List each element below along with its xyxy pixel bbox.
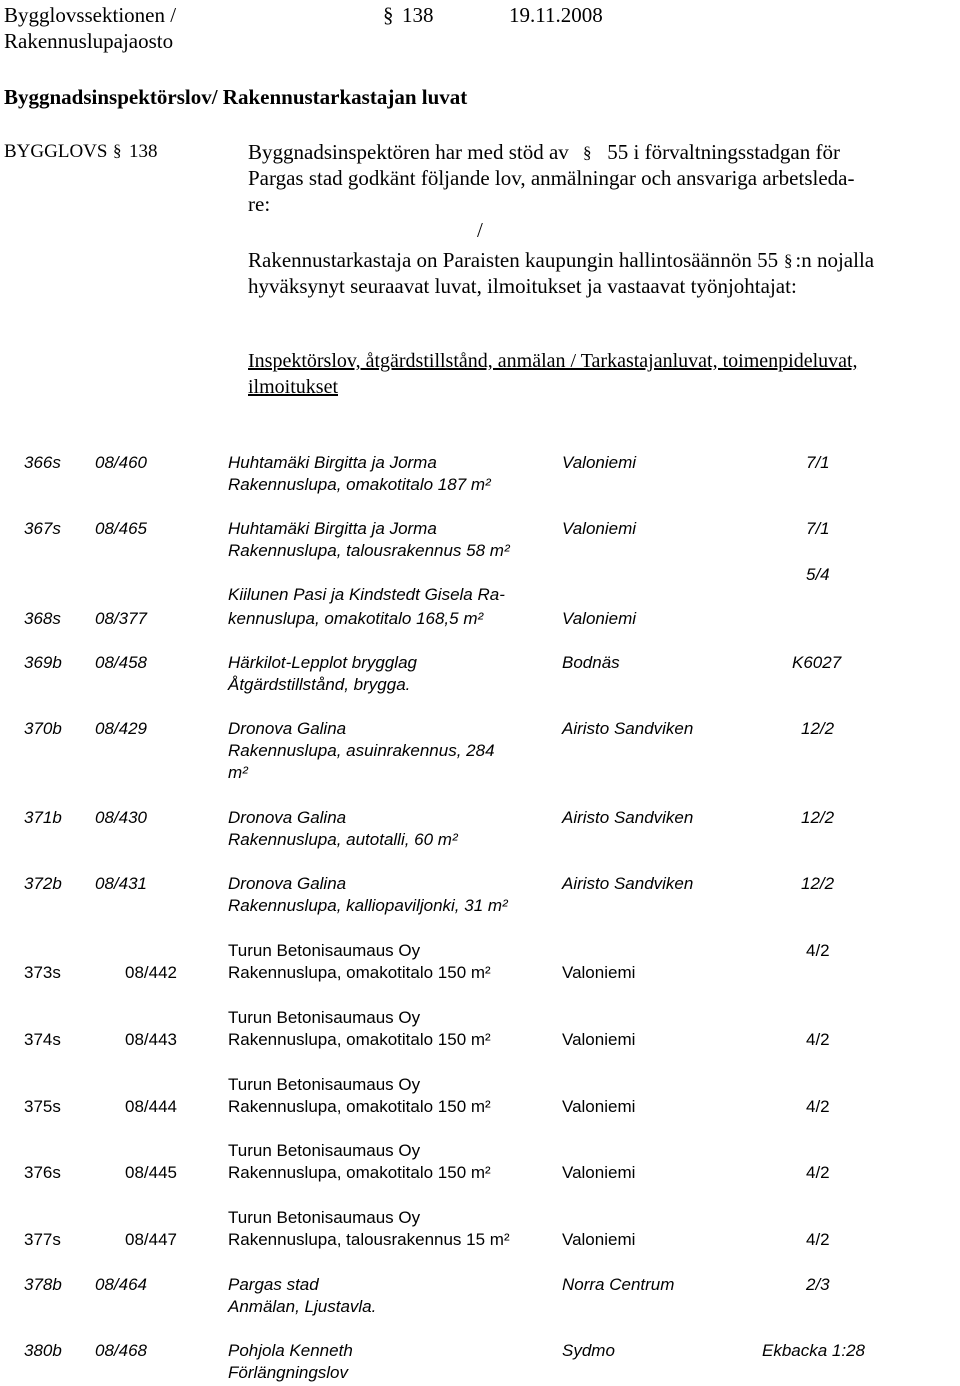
permit-description: Rakennuslupa, kalliopaviljonki, 31 m²: [228, 896, 508, 915]
permit-plot: 7/1: [806, 519, 830, 538]
permit-area: Airisto Sandviken: [562, 719, 694, 738]
permit-ref: 08/431: [95, 874, 147, 893]
applicant: Kiilunen Pasi ja Kindstedt Gisela Ra-: [228, 585, 505, 604]
applicant: Dronova Galina: [228, 719, 347, 738]
intro-sv-line1-a: Byggnadsinspektören har med stöd av: [248, 140, 569, 164]
applicant: Turun Betonisaumaus Oy: [228, 1208, 421, 1227]
permit-ref: 08/377: [95, 609, 147, 628]
permit-plot: Ekbacka 1:28: [762, 1341, 866, 1360]
permit-number: 370b: [24, 719, 62, 738]
paragraph-number: 138: [402, 3, 434, 27]
intro-sv-line2: Pargas stad godkänt följande lov, anmälningar och ansvariga arbetsleda-: [248, 166, 855, 190]
intro-fi-line1-a: Rakennustarkastaja on Paraisten kaupungin hallintosäännön 55: [248, 248, 779, 272]
permit-ref: 08/429: [95, 719, 147, 738]
org-name-line1: Bygglovssektionen /: [4, 3, 177, 27]
permit-number: 373s: [24, 963, 61, 982]
permit-area: Norra Centrum: [562, 1275, 675, 1294]
meeting-date: 19.11.2008: [509, 3, 603, 27]
applicant: Turun Betonisaumaus Oy: [228, 1141, 421, 1160]
page-heading: Byggnadsinspektörslov/ Rakennustarkastajan luvat: [4, 85, 468, 109]
permit-number: 377s: [24, 1230, 61, 1249]
permit-number: 378b: [24, 1275, 62, 1294]
permits-subheading-line2: ilmoitukset: [248, 376, 338, 398]
svg-text:§: §: [784, 251, 793, 269]
permit-plot: 12/2: [801, 719, 835, 738]
permit-description: Rakennuslupa, talousrakennus 58 m²: [228, 541, 510, 560]
applicant: Turun Betonisaumaus Oy: [228, 1075, 421, 1094]
permit-plot: 7/1: [806, 453, 830, 472]
permit-area: Airisto Sandviken: [562, 874, 694, 893]
applicant: Dronova Galina: [228, 808, 347, 827]
permit-description: Rakennuslupa, talousrakennus 15 m²: [228, 1230, 510, 1249]
permit-plot: 5/4: [806, 565, 830, 584]
permit-ref: 08/460: [95, 453, 147, 472]
permit-number: 374s: [24, 1030, 61, 1049]
permit-plot: 4/2: [806, 941, 830, 960]
intro-sv-line3: re:: [248, 192, 271, 216]
section-icon: [783, 251, 795, 269]
permit-area: Valoniemi: [562, 1163, 636, 1182]
permit-description: Rakennuslupa, omakotitalo 150 m²: [228, 1097, 491, 1116]
language-separator: /: [477, 218, 483, 242]
permit-description: Rakennuslupa, omakotitalo 150 m²: [228, 1163, 491, 1182]
section-icon: [112, 141, 124, 159]
section-symbol: §: [383, 3, 394, 27]
permit-area: Bodnäs: [562, 653, 620, 672]
applicant: Härkilot-Lepplot brygglag: [228, 653, 417, 672]
permit-number: 376s: [24, 1163, 61, 1182]
permit-plot: 12/2: [801, 874, 835, 893]
applicant: Pargas stad: [228, 1275, 319, 1294]
permit-ref: 08/442: [125, 963, 177, 982]
permit-description: Åtgärdstillstånd, brygga.: [228, 675, 411, 694]
permit-description: Rakennuslupa, omakotitalo 150 m²: [228, 1030, 491, 1049]
applicant: Huhtamäki Birgitta ja Jorma: [228, 453, 437, 472]
svg-text:§: §: [583, 143, 592, 161]
intro-fi-line1-b: :n nojalla: [795, 248, 875, 272]
permit-ref: 08/445: [125, 1163, 177, 1182]
permit-description-cont: m²: [228, 763, 248, 782]
permit-area: Valoniemi: [562, 1030, 636, 1049]
intro-sv-line1: [248, 139, 840, 165]
permit-plot: 4/2: [806, 1097, 830, 1116]
svg-text:§: §: [113, 141, 122, 159]
permit-plot: 4/2: [806, 1030, 830, 1049]
permit-area: Valoniemi: [562, 963, 636, 982]
org-name-line2: Rakennuslupajaosto: [4, 29, 174, 53]
section-icon: [582, 143, 594, 161]
permit-area: Valoniemi: [562, 609, 637, 628]
applicant: Pohjola Kenneth: [228, 1341, 353, 1360]
permit-number: 366s: [24, 453, 61, 472]
permit-number: 369b: [24, 653, 62, 672]
permit-area: Valoniemi: [562, 519, 637, 538]
case-reference: [4, 139, 157, 165]
permit-number: 380b: [24, 1341, 62, 1360]
permit-description: Förlängningslov: [228, 1363, 349, 1382]
permit-description: Rakennuslupa, autotalli, 60 m²: [228, 830, 458, 849]
applicant: Turun Betonisaumaus Oy: [228, 1008, 421, 1027]
intro-fi-line2: hyväksynyt seuraavat luvat, ilmoitukset ja vastaavat työnjohtajat:: [248, 274, 797, 298]
permit-ref: 08/447: [125, 1230, 177, 1249]
permit-number: 368s: [24, 609, 61, 628]
permit-area: Valoniemi: [562, 1097, 636, 1116]
applicant: Turun Betonisaumaus Oy: [228, 941, 421, 960]
case-ref-number: 138: [128, 141, 158, 162]
permit-description: kennuslupa, omakotitalo 168,5 m²: [228, 609, 484, 628]
permit-ref: 08/468: [95, 1341, 147, 1360]
permit-description: Rakennuslupa, omakotitalo 187 m²: [228, 475, 491, 494]
permit-area: Valoniemi: [562, 453, 637, 472]
permit-description: Rakennuslupa, asuinrakennus, 284: [228, 741, 495, 760]
permit-number: 371b: [24, 808, 62, 827]
permit-description: Anmälan, Ljustavla.: [228, 1297, 377, 1316]
permit-plot: 4/2: [806, 1230, 830, 1249]
permit-number: 375s: [24, 1097, 61, 1116]
permit-plot: 4/2: [806, 1163, 830, 1182]
permit-plot: K6027: [792, 653, 842, 672]
permit-ref: 08/444: [125, 1097, 177, 1116]
applicant: Dronova Galina: [228, 874, 347, 893]
permits-subheading-line1: Inspektörslov, åtgärdstillstånd, anmälan / Tarkastajanluvat, toimenpideluvat,: [248, 350, 858, 372]
permit-ref: 08/458: [95, 653, 147, 672]
permit-plot: 2/3: [806, 1275, 830, 1294]
intro-sv-line1-b: 55 i förvaltningsstadgan för: [607, 140, 840, 164]
permit-number: 372b: [24, 874, 62, 893]
permit-area: Valoniemi: [562, 1230, 636, 1249]
intro-fi-line1: [248, 247, 874, 273]
permit-ref: 08/465: [95, 519, 147, 538]
permit-area: Airisto Sandviken: [562, 808, 694, 827]
permit-ref: 08/443: [125, 1030, 177, 1049]
case-ref-label: BYGGLOVS: [4, 141, 108, 162]
applicant: Huhtamäki Birgitta ja Jorma: [228, 519, 437, 538]
permit-number: 367s: [24, 519, 61, 538]
permit-ref: 08/464: [95, 1275, 147, 1294]
permit-ref: 08/430: [95, 808, 147, 827]
permit-plot: 12/2: [801, 808, 835, 827]
permit-area: Sydmo: [562, 1341, 615, 1360]
permit-description: Rakennuslupa, omakotitalo 150 m²: [228, 963, 491, 982]
